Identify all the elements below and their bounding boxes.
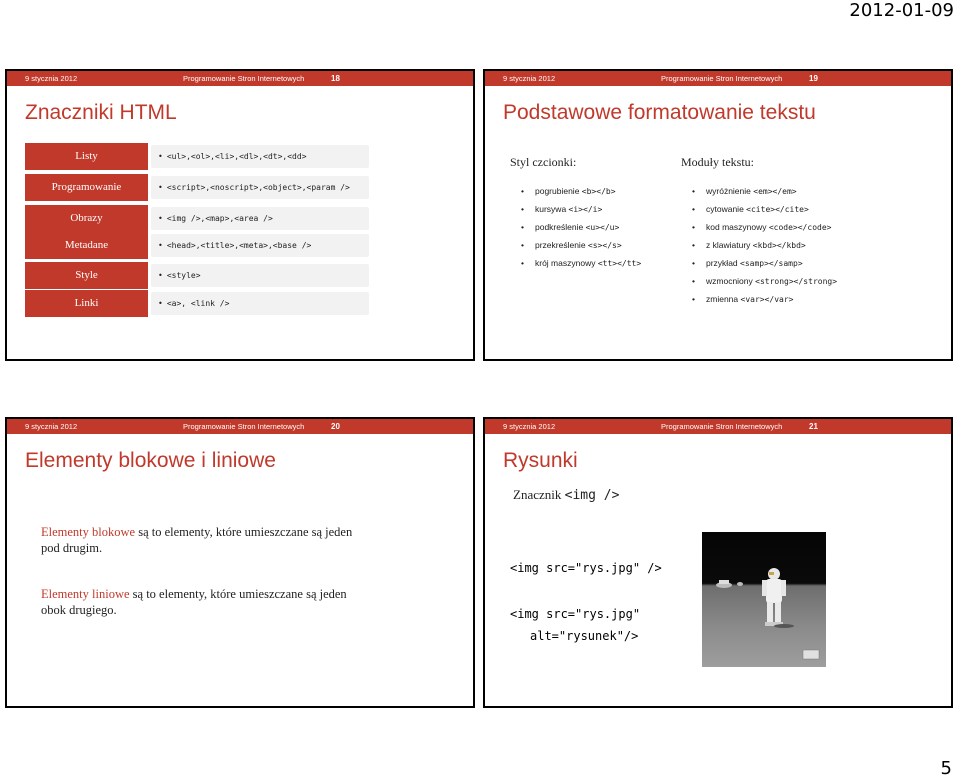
header-date: 9 stycznia 2012	[25, 422, 78, 431]
item-code: <i></i>	[568, 205, 603, 214]
item-text: z klawiatury	[706, 240, 753, 250]
row-tags-text: <style>	[166, 271, 201, 280]
row-tags	[151, 292, 369, 315]
page-date: 2012-01-09	[849, 0, 954, 21]
img-tag-subtitle	[513, 487, 619, 503]
header-course: Programowanie Stron Internetowych	[183, 74, 305, 83]
list-item	[692, 236, 837, 254]
bullet: •	[692, 186, 695, 196]
slide-header	[485, 419, 951, 434]
item-text: zmienna	[706, 294, 741, 304]
font-style-list	[521, 182, 641, 272]
inline-elements-paragraph	[41, 586, 371, 618]
row-label: Listy	[25, 143, 148, 170]
astronaut-illustration	[702, 532, 826, 667]
inline-elements-term: Elementy liniowe	[41, 587, 130, 601]
header-date: 9 stycznia 2012	[503, 74, 556, 83]
item-code: <cite></cite>	[746, 205, 809, 214]
img-code-example: <img src="rys.jpg" />	[510, 561, 662, 575]
item-code: <s></s>	[587, 241, 622, 250]
item-code: <var></var>	[740, 295, 794, 304]
header-date: 9 stycznia 2012	[25, 74, 78, 83]
img-alt-code-line2: alt="rysunek"/>	[530, 629, 639, 643]
bullet: •	[692, 294, 695, 304]
list-item	[521, 182, 641, 200]
row-label: Programowanie	[25, 174, 148, 201]
row-tags	[151, 207, 369, 230]
header-course: Programowanie Stron Internetowych	[661, 422, 783, 431]
slide-header	[7, 419, 473, 434]
row-tags-text: <img />,<map>,<area />	[166, 214, 273, 223]
item-code: <code></code>	[768, 223, 832, 232]
row-tags	[151, 145, 369, 168]
item-text: przykład	[706, 258, 741, 268]
font-style-heading: Styl czcionki:	[510, 155, 577, 169]
item-text: wyróżnienie	[706, 186, 754, 196]
bullet: •	[521, 240, 524, 250]
row-tags-text: <head>,<title>,<meta>,<base />	[166, 241, 312, 250]
list-item	[692, 200, 837, 218]
row-label: Obrazy	[25, 205, 148, 232]
item-text: wzmocniony	[706, 276, 756, 286]
bullet: •	[158, 241, 163, 250]
list-item	[521, 254, 641, 272]
list-item	[521, 200, 641, 218]
bullet: •	[692, 222, 695, 232]
item-code: <samp></samp>	[740, 259, 803, 268]
slide-number: 21	[809, 422, 818, 431]
row-tags	[151, 234, 369, 257]
text-modules-list	[692, 182, 837, 308]
bullet: •	[158, 271, 163, 280]
slide-19	[483, 69, 953, 361]
bullet: •	[521, 204, 524, 214]
item-text: krój maszynowy	[535, 258, 598, 268]
bullet: •	[158, 299, 163, 308]
item-text: przekreślenie	[535, 240, 588, 250]
block-elements-term: Elementy blokowe	[41, 525, 136, 539]
header-course: Programowanie Stron Internetowych	[661, 74, 783, 83]
item-text: pogrubienie	[535, 186, 582, 196]
item-text: cytowanie	[706, 204, 747, 214]
row-tags-text: <ul>,<ol>,<li>,<dl>,<dt>,<dd>	[166, 152, 307, 161]
header-date: 9 stycznia 2012	[503, 422, 556, 431]
item-text: podkreślenie	[535, 222, 586, 232]
text-modules-heading: Moduły tekstu:	[681, 155, 755, 169]
item-code: <strong></strong>	[755, 277, 838, 286]
slide-title: Rysunki	[503, 449, 578, 472]
slide-header	[485, 71, 951, 86]
row-label: Linki	[25, 290, 148, 317]
bullet: •	[158, 214, 163, 223]
item-text: kursywa	[535, 204, 569, 214]
row-label: Metadane	[25, 232, 148, 259]
row-tags-text: <script>,<noscript>,<object>,<param />	[166, 183, 350, 192]
bullet: •	[521, 222, 524, 232]
list-item	[692, 254, 837, 272]
bullet: •	[158, 152, 163, 161]
subtitle-code: <img />	[564, 488, 620, 503]
slide-title: Podstawowe formatowanie tekstu	[503, 101, 816, 124]
item-text: kod maszynowy	[706, 222, 769, 232]
astronaut-photo	[702, 532, 826, 667]
slide-20	[5, 417, 475, 708]
list-item	[692, 290, 837, 308]
slide-21	[483, 417, 953, 708]
bullet: •	[692, 240, 695, 250]
item-code: <u></u>	[585, 223, 620, 232]
list-item	[692, 272, 837, 290]
item-code: <em></em>	[753, 187, 797, 196]
list-item	[521, 218, 641, 236]
slide-18	[5, 69, 475, 361]
slide-title: Elementy blokowe i liniowe	[25, 449, 276, 472]
slide-header	[7, 71, 473, 86]
row-label: Style	[25, 262, 148, 289]
bullet: •	[692, 276, 695, 286]
slide-number: 18	[331, 74, 340, 83]
block-elements-text: są to elementy, które umieszczane są jeden pod drugim.	[41, 525, 353, 555]
item-code: <tt></tt>	[597, 259, 642, 268]
bullet: •	[692, 204, 695, 214]
img-alt-code-line1: <img src="rys.jpg"	[510, 607, 641, 621]
slide-title: Znaczniki HTML	[25, 101, 177, 124]
header-course: Programowanie Stron Internetowych	[183, 422, 305, 431]
row-tags	[151, 264, 369, 287]
row-tags-text: <a>, <link />	[166, 299, 230, 308]
page-number: 5	[940, 758, 952, 779]
list-item	[521, 236, 641, 254]
item-code: <b></b>	[581, 187, 616, 196]
bullet: •	[158, 183, 163, 192]
block-elements-paragraph	[41, 524, 371, 556]
bullet: •	[521, 258, 524, 268]
bullet: •	[521, 186, 524, 196]
list-item	[692, 182, 837, 200]
slide-number: 20	[331, 422, 340, 431]
bullet: •	[692, 258, 695, 268]
slide-number: 19	[809, 74, 818, 83]
inline-elements-text: są to elementy, które umieszczane są jeden obok drugiego.	[41, 587, 347, 617]
item-code: <kbd></kbd>	[752, 241, 806, 250]
list-item	[692, 218, 837, 236]
row-tags	[151, 176, 369, 199]
subtitle-text: Znacznik	[513, 487, 565, 502]
